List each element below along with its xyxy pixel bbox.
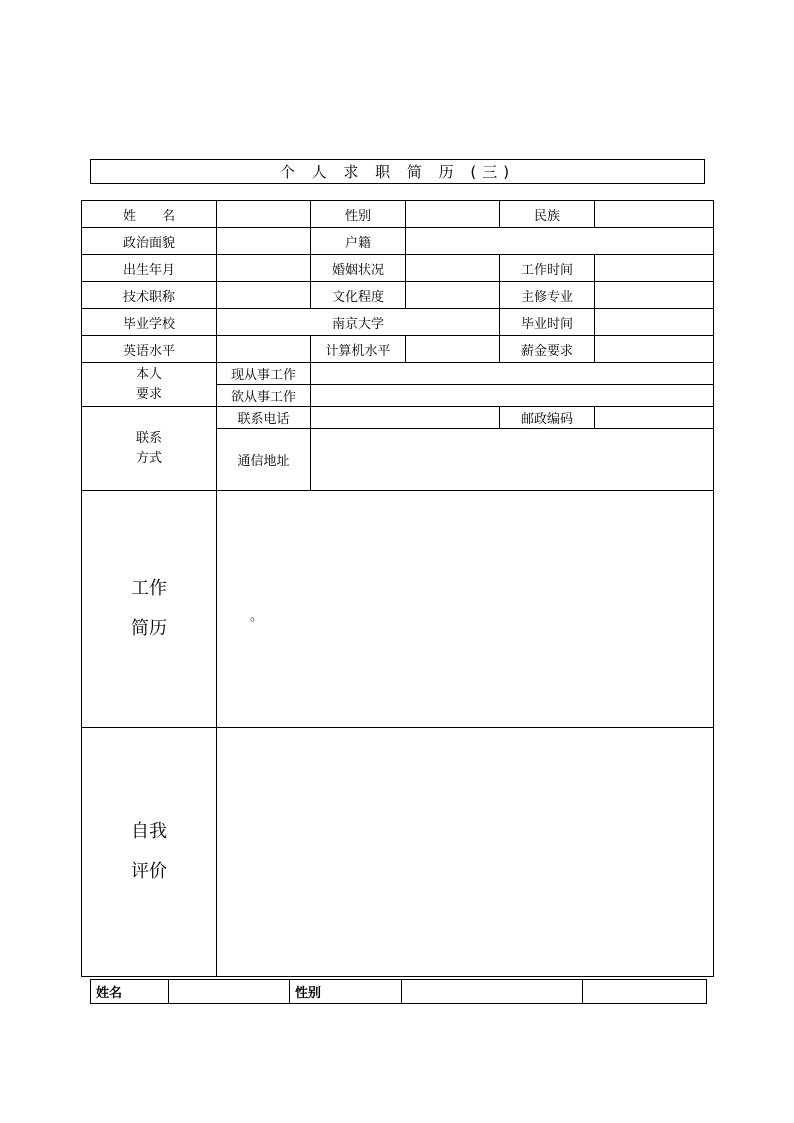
school-field[interactable]: 南京大学	[217, 309, 500, 336]
contact-label-line1: 联系	[135, 430, 162, 446]
footer-gender-field[interactable]	[402, 980, 583, 1004]
marital-label: 婚姻状况	[311, 255, 406, 282]
footer-name-field[interactable]	[169, 980, 290, 1004]
computer-label: 计算机水平	[311, 336, 406, 363]
requirements-label-line1: 本人	[135, 366, 162, 382]
gender-field[interactable]	[406, 201, 500, 228]
hukou-label: 户籍	[311, 228, 406, 255]
current-job-field[interactable]	[311, 363, 714, 385]
english-field[interactable]	[217, 336, 311, 363]
work-history-label	[82, 491, 217, 728]
phone-label: 联系电话	[217, 407, 311, 429]
marital-field[interactable]	[406, 255, 500, 282]
requirements-label	[82, 363, 217, 407]
education-field[interactable]	[406, 282, 500, 309]
footer-extra-field[interactable]	[583, 980, 707, 1004]
gender-label: 性别	[311, 201, 406, 228]
ethnicity-label: 民族	[500, 201, 595, 228]
current-job-label: 现从事工作	[217, 363, 311, 385]
major-label: 主修专业	[500, 282, 595, 309]
contact-label	[82, 407, 217, 491]
footer-table	[90, 979, 707, 1004]
grad-time-field[interactable]	[595, 309, 714, 336]
english-label: 英语水平	[82, 336, 217, 363]
self-eval-field[interactable]	[217, 728, 714, 977]
work-history-label-line2: 简历	[131, 618, 167, 639]
postcode-label: 邮政编码	[500, 407, 595, 429]
political-field[interactable]	[217, 228, 311, 255]
salary-label: 薪金要求	[500, 336, 595, 363]
requirements-label-line2: 要求	[135, 386, 162, 402]
birth-label: 出生年月	[82, 255, 217, 282]
ethnicity-field[interactable]	[595, 201, 714, 228]
phone-field[interactable]	[311, 407, 500, 429]
computer-field[interactable]	[406, 336, 500, 363]
education-label: 文化程度	[311, 282, 406, 309]
footer-name-label: 姓名	[91, 980, 169, 1004]
address-field[interactable]	[311, 429, 714, 491]
contact-label-line2: 方式	[135, 450, 162, 466]
name-field[interactable]	[217, 201, 311, 228]
major-field[interactable]	[595, 282, 714, 309]
school-label: 毕业学校	[82, 309, 217, 336]
self-eval-label-line2: 评价	[131, 861, 167, 882]
work-time-label: 工作时间	[500, 255, 595, 282]
birth-field[interactable]	[217, 255, 311, 282]
postcode-field[interactable]	[595, 407, 714, 429]
work-time-field[interactable]	[595, 255, 714, 282]
desired-job-label: 欲从事工作	[217, 385, 311, 407]
political-label: 政治面貌	[82, 228, 217, 255]
salary-field[interactable]	[595, 336, 714, 363]
work-history-label-line1: 工作	[131, 578, 167, 599]
desired-job-field[interactable]	[311, 385, 714, 407]
self-eval-label	[82, 728, 217, 977]
self-eval-label-line1: 自我	[131, 821, 167, 842]
grad-time-label: 毕业时间	[500, 309, 595, 336]
title-label: 技术职称	[82, 282, 217, 309]
resume-title: 个 人 求 职 简 历 (三)	[90, 159, 705, 184]
work-history-content: 。	[250, 609, 264, 624]
resume-table	[81, 200, 714, 977]
name-label: 姓 名	[82, 201, 217, 228]
title-field[interactable]	[217, 282, 311, 309]
address-label: 通信地址	[217, 429, 311, 491]
work-history-field[interactable]	[217, 491, 714, 728]
hukou-field[interactable]	[406, 228, 714, 255]
footer-gender-label: 性别	[290, 980, 402, 1004]
